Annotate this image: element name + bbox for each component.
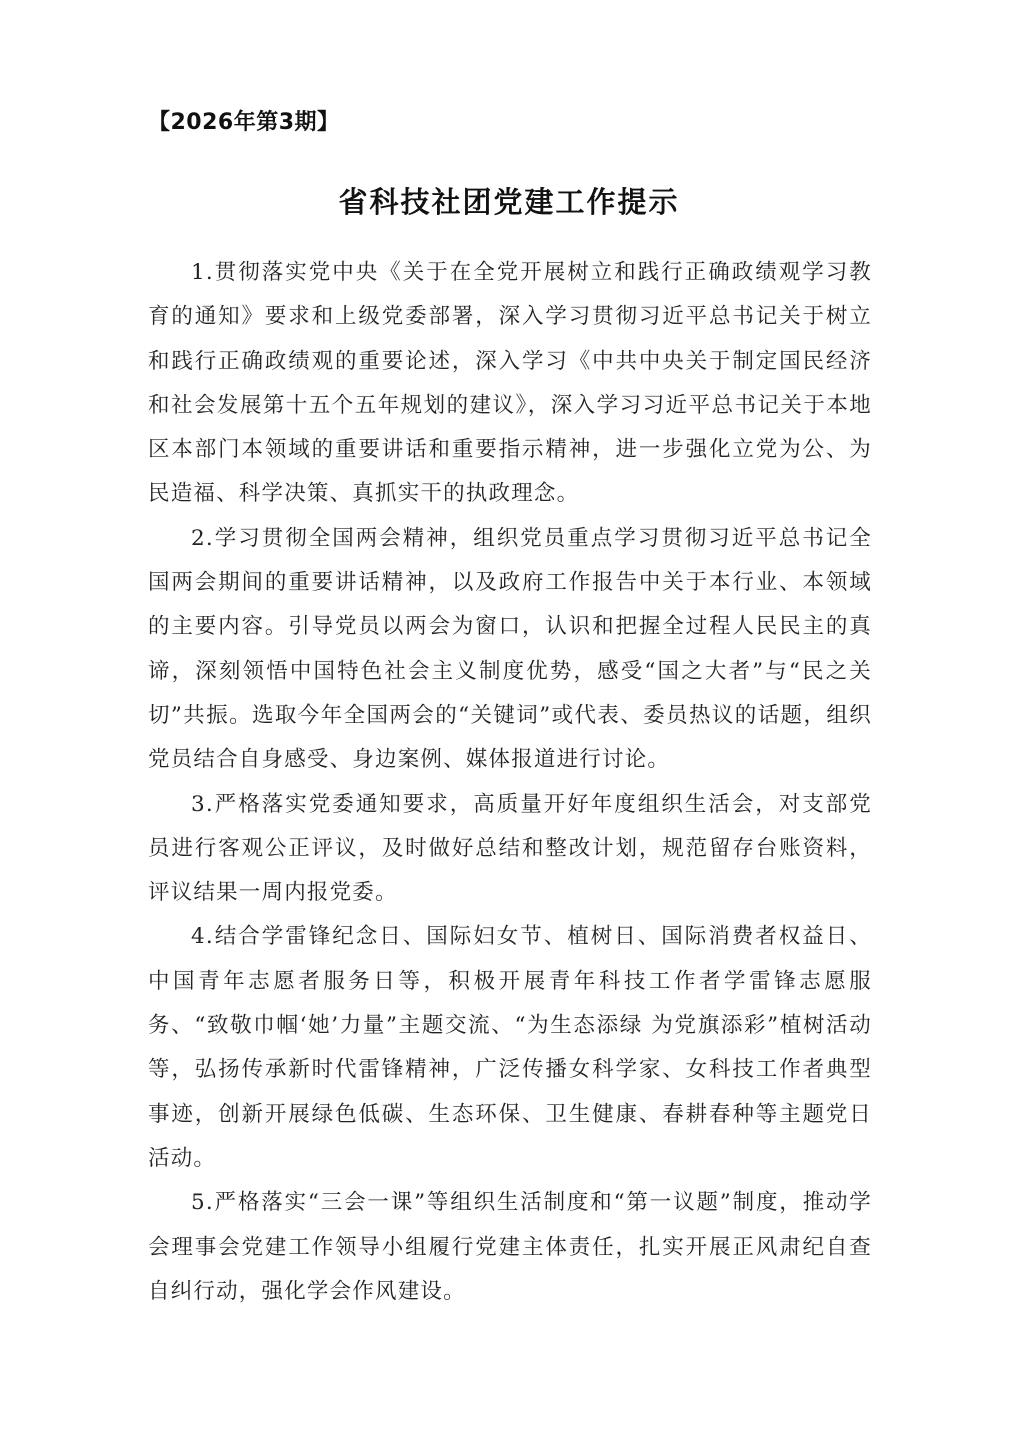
document-body (148, 251, 872, 1314)
paragraph-1: 1.贯彻落实党中央《关于在全党开展树立和践行正确政绩观学习教育的通知》要求和上级党委部署，深入学习贯彻习近平总书记关于树立和践行正确政绩观的重要论述，深入学习《中共中央关于制定国民经济和社会发展第十五个五年规划的建议》，深入学习习近平总书记关于本地区本部门本领域的重要讲话和重要指示精神，进一步强化立党为公、为民造福、科学决策、真抓实干的执政理念。 (148, 260, 872, 507)
paragraph-2: 2.学习贯彻全国两会精神，组织党员重点学习贯彻习近平总书记全国两会期间的重要讲话精神，以及政府工作报告中关于本行业、本领域的主要内容。引导党员以两会为窗口，认识和把握全过程人民民主的真谛，深刻领悟中国特色社会主义制度优势，感受“国之大者”与“民之关切”共振。选取今年全国两会的“关键词”或代表、委员热议的话题，组织党员结合自身感受、身边案例、媒体报道进行讨论。 (148, 525, 872, 773)
issue-label: 【2026年第3期】 (148, 110, 340, 135)
paragraph-3: 3.严格落实党委通知要求，高质量开好年度组织生活会，对支部党员进行客观公正评议，及时做好总结和整改计划，规范留存台账资料，评议结果一周内报党委。 (148, 791, 872, 906)
document-title: 省科技社团党建工作提示 (338, 185, 680, 219)
paragraph-4: 4.结合学雷锋纪念日、国际妇女节、植树日、国际消费者权益日、中国青年志愿者服务日等，积极开展青年科技工作者学雷锋志愿服务、“致敬巾帼‘她’力量”主题交流、“为生态添绿 为党旗添彩”植树活动等，弘扬传承新时代雷锋精神，广泛传播女科学家、女科技工作者典型事迹，创新开展绿色低碳、生态环保、卫生健康、春耕春种等主题党日活动。 (148, 924, 872, 1171)
paragraph-5: 5.严格落实“三会一课”等组织生活制度和“第一议题”制度，推动学会理事会党建工作领导小组履行党建主体责任，扎实开展正风肃纪自查自纠行动，强化学会作风建设。 (148, 1190, 872, 1304)
